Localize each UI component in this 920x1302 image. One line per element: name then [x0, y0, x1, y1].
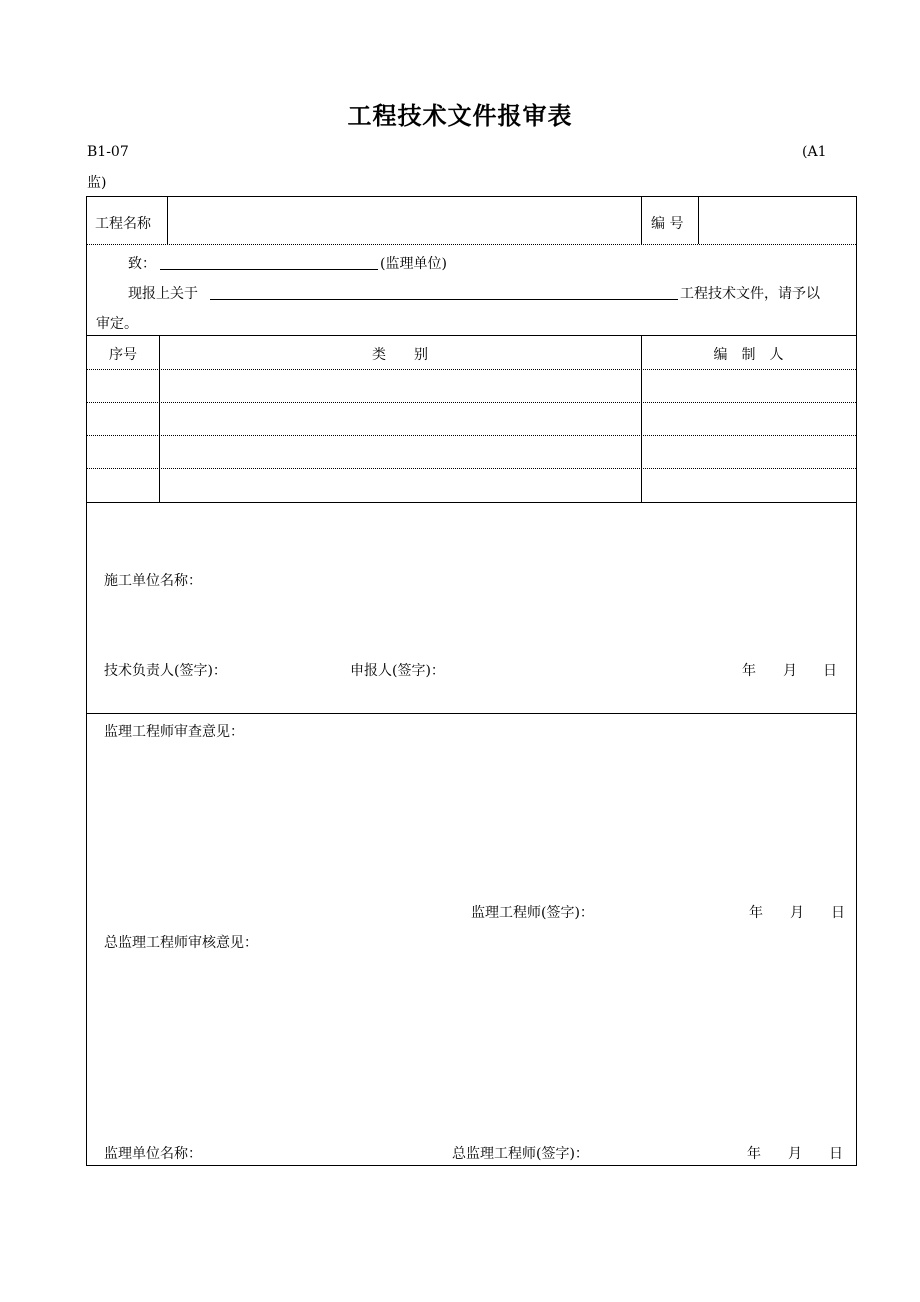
report-suffix: 工程技术文件，请予以	[680, 286, 820, 302]
report-subject-field[interactable]	[210, 299, 678, 300]
divider	[87, 402, 856, 403]
form-title: 工程技术文件报审表	[347, 101, 573, 130]
divider	[87, 502, 856, 503]
col-header-seq: 序号	[109, 347, 137, 363]
table-row-3-author[interactable]	[643, 437, 854, 467]
project-name-label: 工程名称	[95, 216, 151, 232]
table-row-2-seq[interactable]	[89, 404, 157, 434]
number-label: 编 号	[651, 216, 684, 232]
table-row-4-seq[interactable]	[89, 470, 157, 500]
divider	[87, 468, 856, 469]
table-row-1-seq[interactable]	[89, 371, 157, 401]
form-category: (A1	[802, 144, 827, 160]
chief-sign-label: 总监理工程师(签字)：	[452, 1146, 589, 1162]
report-cont: 审定。	[96, 316, 138, 332]
supervisor-year: 年	[749, 905, 763, 921]
table-row-3-seq[interactable]	[89, 437, 157, 467]
divider	[641, 197, 642, 244]
supervisor-day: 日	[831, 905, 845, 921]
divider	[167, 197, 168, 244]
number-field[interactable]	[700, 199, 854, 242]
divider	[698, 197, 699, 244]
divider	[87, 335, 856, 336]
contractor-month: 月	[783, 663, 797, 679]
applicant-sign-label: 申报人(签字)：	[350, 663, 445, 679]
contractor-day: 日	[823, 663, 837, 679]
table-row-2-category[interactable]	[161, 404, 639, 434]
form-table	[86, 196, 857, 1166]
tech-lead-sign-label: 技术负责人(签字)：	[104, 663, 227, 679]
project-name-field[interactable]	[169, 199, 639, 242]
table-row-1-category[interactable]	[161, 371, 639, 401]
table-row-4-author[interactable]	[643, 470, 854, 500]
form-category-cont: 监)	[87, 175, 107, 191]
contractor-unit-label: 施工单位名称：	[104, 573, 202, 589]
supervisor-opinion-field[interactable]	[104, 745, 839, 895]
chief-month: 月	[788, 1146, 802, 1162]
to-unit-field[interactable]	[160, 269, 378, 270]
supervisor-sign-label: 监理工程师(签字)：	[471, 905, 594, 921]
divider	[87, 369, 856, 370]
divider	[87, 244, 856, 245]
contractor-year: 年	[742, 663, 756, 679]
table-row-3-category[interactable]	[161, 437, 639, 467]
table-row-4-category[interactable]	[161, 470, 639, 500]
to-prefix: 致：	[128, 256, 156, 272]
table-row-2-author[interactable]	[643, 404, 854, 434]
supervision-unit-label: 监理单位名称：	[104, 1146, 202, 1162]
divider	[87, 435, 856, 436]
chief-year: 年	[747, 1146, 761, 1162]
table-row-1-author[interactable]	[643, 371, 854, 401]
form-code: B1-07	[87, 144, 129, 160]
supervisor-month: 月	[790, 905, 804, 921]
chief-opinion-field[interactable]	[104, 957, 839, 1127]
col-header-category: 类 别	[372, 347, 428, 363]
to-suffix: (监理单位)	[380, 256, 447, 272]
chief-opinion-label: 总监理工程师审核意见：	[104, 935, 258, 951]
divider	[87, 713, 856, 714]
supervisor-opinion-label: 监理工程师审查意见：	[104, 724, 244, 740]
chief-day: 日	[829, 1146, 843, 1162]
report-prefix: 现报上关于	[128, 286, 198, 302]
col-header-author: 编 制 人	[713, 347, 784, 363]
